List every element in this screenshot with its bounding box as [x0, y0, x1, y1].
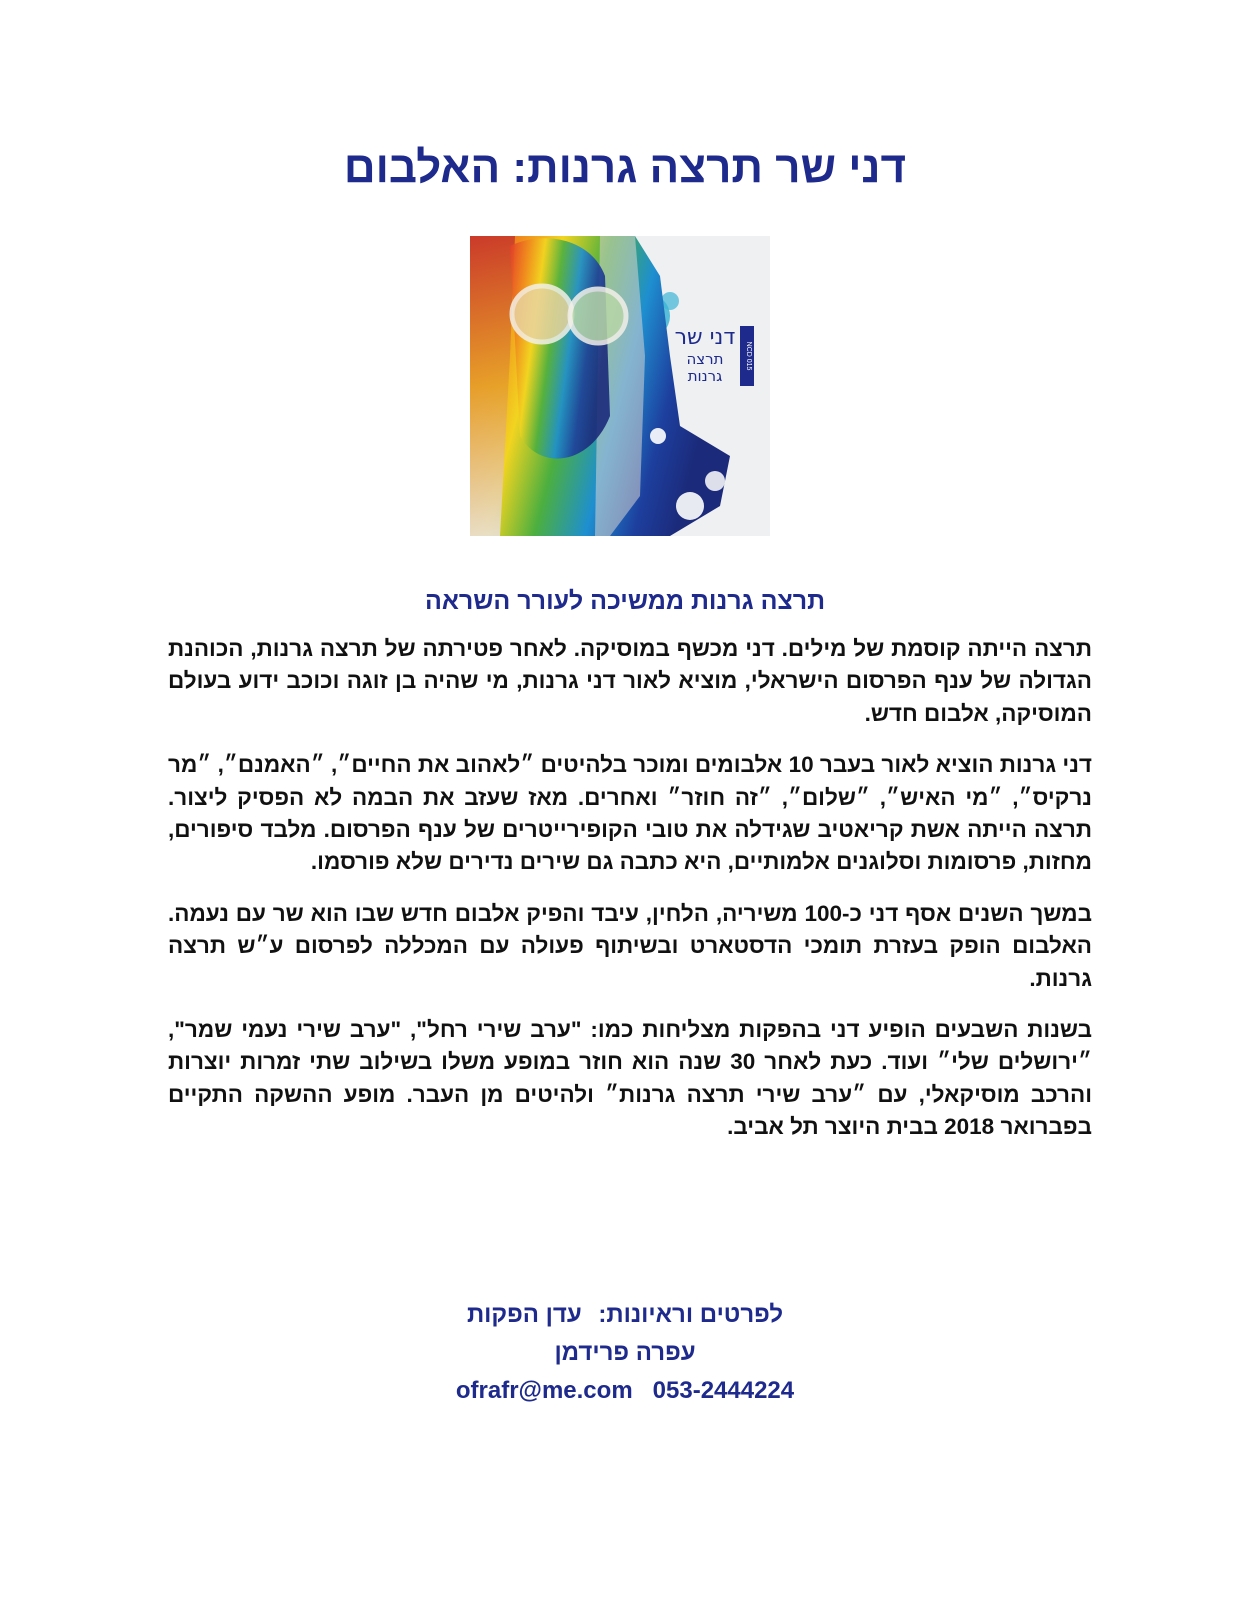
album-title-line-2: תרצה [686, 350, 724, 368]
contact-label-line [0, 1296, 1250, 1334]
page-title: דני שר תרצה גרנות: האלבום [343, 143, 907, 192]
contact-block [0, 1296, 1250, 1410]
contact-phone[interactable]: 053-2444224 [652, 1377, 795, 1404]
paragraph-4: בשנות השבעים הופיע דני בהפקות מצליחות כמו: "ערב שירי רחל", "ערב שירי נעמי שמר", ״ירושלים שלי״ ועוד. כעת לאחר 30 שנה הוא חוזר במופע משלו בשילוב שתי זמרות יוצרות והרכב מוסיקאלי, עם ״ערב שירי תרצה גרנות״ ולהיטים מן העבר. מופע ההשקה התקיים בפברואר 2018 בבית היוצר תל אביב. [168, 1017, 1092, 1140]
contact-company: עדן הפקות [466, 1301, 582, 1328]
article-body [168, 633, 1092, 1163]
paragraph-1: תרצה הייתה קוסמת של מילים. דני מכשף במוסיקה. לאחר פטירתה של תרצה גרנות, הכוהנת הגדולה של ענף הפרסום הישראלי, מוציא לאור דני גרנות, מי שהיה בן זוגה וכוכב ידוע בעולם המוסיקה, אלבום חדש. [168, 636, 1092, 726]
album-title-line-1: דני שר [674, 325, 736, 350]
paragraph-2: דני גרנות הוציא לאור בעבר 10 אלבומים ומוכר בלהיטים ״לאהוב את החיים״, ״האמנם״, ״מר נרקיס״, ״מי האיש״, ״שלום״, ״זה חוזר״ ואחרים. מאז שעזב את הבמה לא הפסיק ליצור. תרצה הייתה אשת קריאטיב שגידלה את טובי הקופירייטרים של ענף הפרסום. מלבד סיפורים, מחזות, פרסומות וסלוגנים אלמותיים, היא כתבה גם שירים נדירים שלא פורסמו. [168, 752, 1092, 875]
paragraph-3: במשך השנים אסף דני כ-100 משיריה, הלחין, עיבד והפיק אלבום חדש שבו הוא שר עם נעמה. האלבום הופק בעזרת תומכי הדסטארט ובשיתוף פעולה עם המכללה לפרסום ע״ש תרצה גרנות. [168, 900, 1092, 991]
contact-email[interactable]: ofrafr@me.com [455, 1377, 633, 1404]
contact-details-line [0, 1372, 1250, 1410]
album-cover-image [470, 236, 770, 536]
contact-name: עפרה פרידמן [554, 1339, 696, 1366]
subheading: תרצה גרנות ממשיכה לעורר השראה [424, 587, 826, 615]
contact-label: לפרטים וראיונות: [598, 1301, 784, 1328]
album-title-line-3: גרנות [687, 367, 723, 385]
album-spine-text: NCD 015 [745, 341, 752, 371]
